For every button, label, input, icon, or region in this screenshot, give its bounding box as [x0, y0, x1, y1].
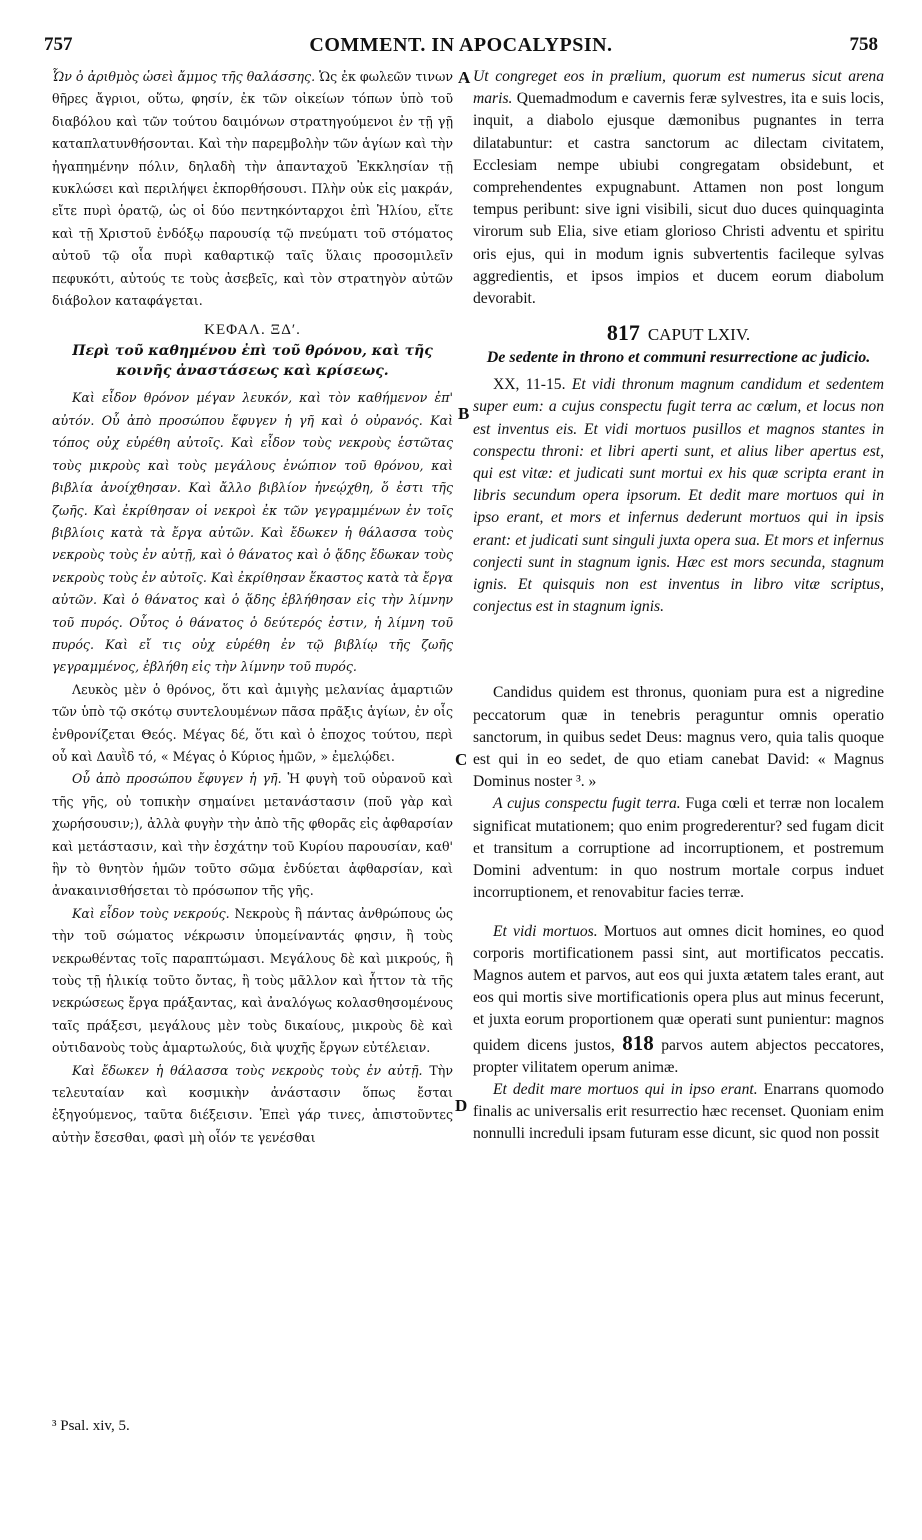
column-gap [473, 618, 884, 682]
latin-text-1: Quemadmodum e cavernis feræ sylvestres, ita e suis locis, inquit, a diabolo ejusque dæmonibus pugnantes in terra dilatabuntur: et castra sanctorum ac dilectam civitatem, Ecclesiam nempe ubiubi congregatam obsidebunt, et comprehendentes expugnabunt. Attamen non post longum tempus peribunt: sive igni visibili, sicut duo duces quinquaginta virorum sub Elia, sive etiam glorioso Christi adventu et spiritu oris ejus, qui in modum ignis subvertentis facileque sylvas aggredientis, et ipsos impios et ducem eorum diabolum devorabit. [473, 90, 884, 308]
greek-column [52, 66, 453, 1149]
page-header [44, 34, 878, 64]
latin-paragraph-1 [473, 66, 884, 310]
latin-paragraph-5 [473, 1079, 884, 1146]
latin-lemma-3: A cujus conspectu fugit terra. [493, 795, 681, 813]
latin-paragraph-3 [473, 793, 884, 904]
latin-chapter-label: CAPUT LXIV. [647, 325, 751, 345]
margin-marker-a: A [458, 68, 471, 87]
right-page-number: 758 [849, 34, 878, 55]
latin-scripture [473, 374, 884, 618]
running-title: COMMENT. IN APOCALYPSIN. [309, 34, 613, 56]
latin-chapter-title: De sedente in throno et communi resurrectione ac judicio. [486, 349, 871, 367]
latin-lemma-1: Ut congreget eos in prælium, quorum est numerus sicut arena maris. [473, 68, 884, 108]
greek-text-3: Ἡ φυγὴ τοῦ οὐρανοῦ καὶ τῆς γῆς, οὐ τοπικὴν σημαίνει μετανάστασιν (ποῦ γὰρ καὶ χωρήσουσιν;), ἀλλὰ φυγὴν τὴν ἀπὸ τῆς φθορᾶς εἰς ἀφθαρσίαν καὶ μετάστασιν, καὶ τὴν ἐσχάτην τοῦ Κυρίου παρουσίαν, καθ' ἣν τὸ θνητὸν ἡμῶν τοῦτο σῶμα ἐνδύεται ἀφθαρσίαν, καὶ ἀνακαινισθήσεται τὸ πρόσωπον τῆς γῆς. [52, 771, 453, 899]
margin-marker-d: D [455, 1096, 468, 1115]
greek-paragraph-3 [52, 768, 453, 902]
margin-marker-c: C [455, 750, 468, 769]
margin-marker-b: B [458, 404, 470, 423]
latin-text-4b: parvos autem abjectos peccatores, propter vilitatem operum animæ. [473, 1036, 884, 1076]
latin-paragraph-2: Candidus quidem est thronus, quoniam pura est a nigredine peccatorum quæ in tenebris peraguntur omnis operatio sanctorum, in quibus sedet Deus: magnus vero, quia talis quoque est qui in eo sedet, de quo etiam canebat David: « Magnus Dominus noster ³. » [473, 684, 884, 791]
greek-paragraph-5 [52, 1060, 453, 1150]
greek-scripture: Καὶ εἶδον θρόνον μέγαν λευκόν, καὶ τὸν καθήμενον ἐπ' αὐτόν. Οὗ ἀπὸ προσώπου ἔφυγεν ἡ γῆ καὶ ὁ οὐρανός. Καὶ τόπος οὐχ εὑρέθη αὐτοῖς. Καὶ εἶδον τοὺς νεκροὺς ἑστῶτας τοὺς μικροὺς καὶ τοὺς μεγάλους ἐνώπιον τοῦ θρόνου, καὶ βιβλία ἀνοίχθησαν. Καὶ ἄλλο βιβλίον ἠνεῴχθη, ὅ ἐστι τῆς ζωῆς. Καὶ ἐκρίθησαν οἱ νεκροὶ ἐκ τῶν γεγραμμένων ἐν τοῖς βιβλίοις κατὰ τὰ ἔργα αὐτῶν. Καὶ ἔδωκεν ἡ θάλασσα τοὺς νεκροὺς τοὺς ἐν αὐτῇ, καὶ ὁ θάνατος καὶ ὁ ᾅδης ἔδωκαν τοὺς νεκροὺς τοὺς ἐν αὐτοῖς. Καὶ ἐκρίθησαν ἕκαστος κατὰ τὰ ἔργα αὐτῶν. Καὶ ὁ θάνατος καὶ ὁ ᾅδης ἐβλήθησαν εἰς τὴν λίμνην τοῦ πυρός. Οὗτος ὁ θάνατος ὁ δεύτερός ἐστιν, ἡ λίμνη τοῦ πυρός. Καὶ εἴ τις οὐχ εὑρέθη ἐν τῷ βιβλίῳ τῆς ζωῆς γεγραμμένος, ἐβλήθη εἰς τὴν λίμνην τοῦ πυρός. [52, 390, 453, 675]
greek-text-5: Τὴν τελευταίαν καὶ κοσμικὴν ἀνάστασιν ὅπως ἔσται ἐξηγούμενος, ταῦτα διέξεισιν. Ἐπεὶ γάρ τινες, ἀπιστοῦντες αὐτὴν ἔσεσθαι, φασὶ μὴ οἷόν τε γενέσθαι [52, 1062, 453, 1145]
greek-paragraph-1 [52, 66, 453, 312]
greek-chapter-heading: ΚΕΦΑΛ. ΞΔʹ. [204, 322, 301, 339]
greek-paragraph-4 [52, 903, 453, 1060]
footnote: ³ Psal. xiv, 5. [52, 1418, 130, 1434]
latin-chapter-heading [473, 320, 884, 346]
latin-text-4a: Mortuos aut omnes dicit homines, eo quod corporis mortificationem passi sint, aut mortificatos peccatis. Magnos autem et parvos, aut eos qui juxta ætatem tales erant, aut eos qui mortis sive mortificationis opera plus aut minus fecerunt, et juxta eorum proportionem quæ operati sunt punientur: magnos quidem dicens justos, [473, 922, 884, 1054]
greek-lemma-1: Ὧν ὁ ἀριθμὸς ὡσεὶ ἄμμος τῆς θαλάσσης. [52, 69, 316, 84]
greek-lemma-4: Καὶ εἶδον τοὺς νεκρούς. [72, 905, 230, 921]
greek-text-1: Ὡς ἐκ φωλεῶν τινων θῆρες ἄγριοι, οὕτω, φησίν, ἐκ τῶν οἰκείων τόπων ὑπὸ τοῦ διαβόλου καὶ τῶν τούτου δαιμόνων στρατηγούμενοι ἐν τῇ γῇ καταπλατυνθήσονται. Καὶ τὴν παρεμβολὴν τῶν ἁγίων καὶ τὴν ἠγαπημένην πόλιν, δηλαδὴ τὴν ἁπανταχοῦ Ἐκκλησίαν τῇ κυκλώσει καὶ περιλήψει ἐκπορθήσουσι. Πλὴν οὐκ εἰς μακράν, εἴτε πυρὶ ὁρατῷ, ὡς οἱ δύο πεντηκόνταρχοι ἐπὶ Ἠλίου, εἴτε καὶ τῇ Χριστοῦ ἐνδόξῳ παρουσίᾳ τῷ πνεύματι τοῦ στόματος αὐτοῦ τῷ οἷα πυρὶ καθαρτικῷ ταῖς ὕλαις προσομιλεῖν πεφυκότι, αὐτούς τε τοὺς ἀσεβεῖς, καὶ τὸν στρατηγὸν αὐτῶν διάβολον καταφάγεται. [52, 69, 453, 309]
latin-text-3: Fuga cœli et terræ non localem significat mutationem; quo enim progrederentur? sed fugam dicit et transitum a corruptione ad incorruptionem, et postremum Domini adventum: in quo nostrum mortale corpus induet incorruptionem, et renovabitur facies terræ. [473, 795, 884, 902]
greek-chapter-title: Περὶ τοῦ καθημένου ἐπὶ τοῦ θρόνου, καὶ τῆς κοινῆς ἀναστάσεως καὶ κρίσεως. [72, 343, 433, 380]
greek-lemma-3: Οὗ ἀπὸ προσώπου ἔφυγεν ἡ γῆ. [72, 771, 282, 787]
greek-text-4: Νεκροὺς ἢ πάντας ἀνθρώπους ὡς τὴν τοῦ σώματος νέκρωσιν ὑπομείναντάς φησιν, ἢ τοὺς νεκρωθέντας τοῖς παραπτώμασι. Μεγάλους δὲ καὶ μικρούς, ἢ τοὺς τῇ ἡλικίᾳ τοῦτο ὄντας, ἢ τοὺς μᾶλλον καὶ ἧττον τὰ τῆς νεκρώσεως ἔργα πράξαντας, καὶ ἀναλόγως κολασθησομένους ταῖς πράξεσι, μεγάλους μὲν τοὺς δικαίους, μικροὺς δὲ καὶ οὐτιδανοὺς τοὺς ἁμαρτωλούς, διὰ ψυχῆς ἔργων εὐτέλειαν. [52, 905, 453, 1056]
greek-paragraph-2: Λευκὸς μὲν ὁ θρόνος, ὅτι καὶ ἀμιγὴς μελανίας ἁμαρτιῶν τῶν ὑπὸ τῷ σκότῳ συντελουμένων πᾶσα πρᾶξις ἁγίων, ἐν οἷς ἐνθρονίζεται Θεός. Μέγας δέ, ὅτι καὶ ὁ ἐποχος τούτου, περὶ οὗ καὶ Δαυῒδ τό, « Μέγας ὁ Κύριος ἡμῶν, » ἐμελῴδει. [52, 681, 453, 764]
latin-lemma-5: Et dedit mare mortuos qui in ipso erant. [493, 1080, 758, 1098]
greek-lemma-5: Καὶ ἔδωκεν ἡ θάλασσα τοὺς νεκροὺς τοὺς ἐν αὐτῇ. [72, 1062, 423, 1078]
verse-reference: XX, 11-15. [493, 376, 566, 394]
left-page-number: 757 [44, 34, 73, 55]
column-number-817: 817 [606, 320, 640, 346]
latin-paragraph-4 [473, 921, 884, 1079]
latin-text-5: Enarrans quomodo finalis ac universalis erit resurrectio hæc recenset. Quoniam enim nonnulli increduli ipsam futuram esse dicunt, sic quod non possit [473, 1080, 884, 1143]
column-number-818: 818 [622, 1030, 654, 1055]
latin-column [473, 66, 884, 1146]
column-gap-small [473, 905, 884, 921]
latin-lemma-4: Et vidi mortuos. [493, 922, 598, 940]
latin-scripture-text: Et vidi thronum magnum candidum et sedentem super eum: a cujus conspectu fugit terra ac cœlum, et locus non est inventus eis. Et vidi mortuos pusillos et magnos stantes in conspectu throni: et libri aperti sunt, et alius liber apertus est, qui est vitæ: et judicati sunt mortui ex his quæ scripta erant in libris secundum opera ipsorum. Et dedit mare mortuos qui in ipso erant, et mors et infernus dederunt mortuos qui in ipsis erant: et judicati sunt singuli juxta opera sua. Et mors et infernus conjecti sunt in stagnum ignis. Hæc est mors secunda, stagnum ignis. Et quisquis non est inventus in libro vitæ scriptus, conjectus est in stagnum ignis. [473, 376, 884, 616]
